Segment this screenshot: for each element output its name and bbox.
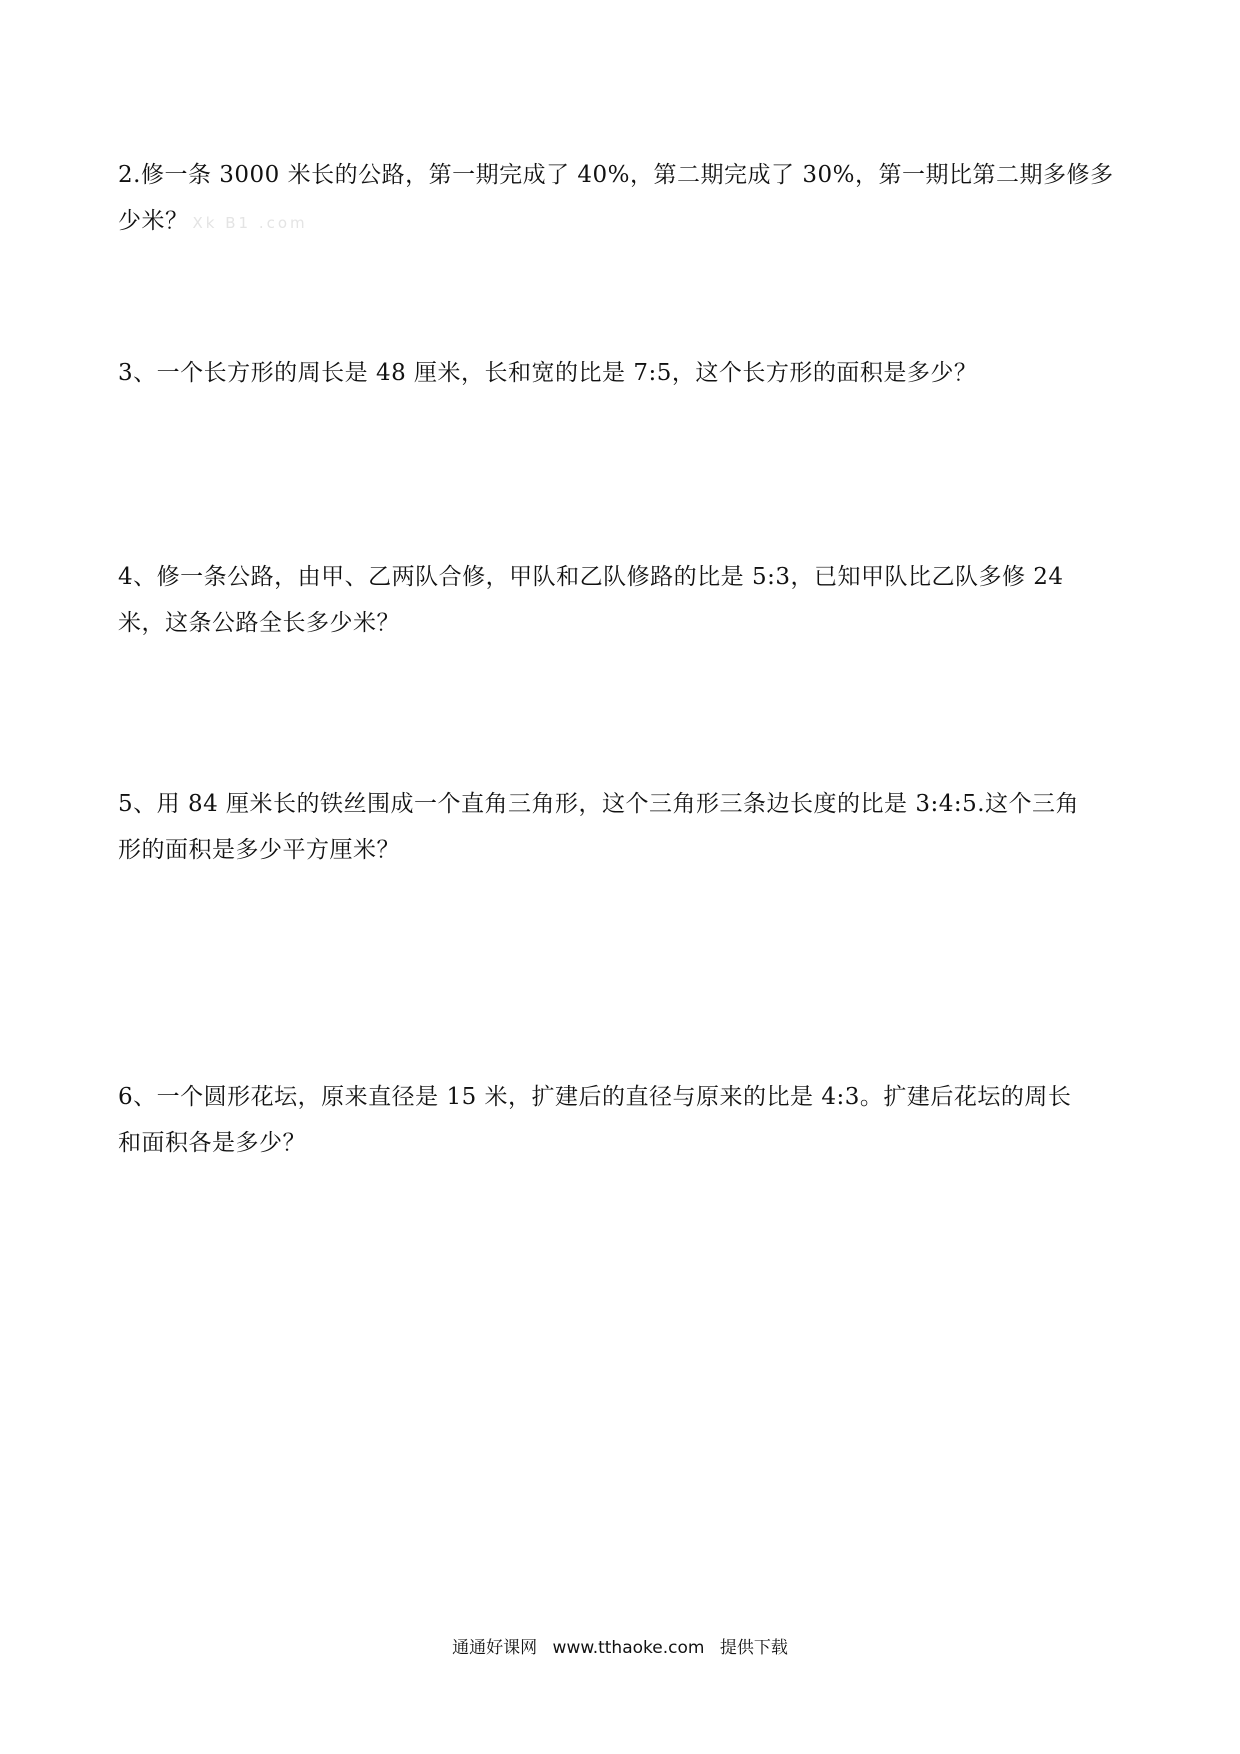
problem-4-line-2: 米，这条公路全长多少米？ bbox=[118, 610, 400, 636]
problem-2 bbox=[118, 152, 1130, 246]
problem-4 bbox=[118, 554, 1130, 646]
footer-url[interactable]: www.tthaoke.com bbox=[552, 1638, 705, 1658]
footer-site-name: 通通好课网 bbox=[452, 1638, 538, 1658]
problem-6 bbox=[118, 1074, 1130, 1166]
footer-suffix: 提供下载 bbox=[719, 1638, 788, 1658]
problem-2-line-1: 2.修一条 3000 米长的公路，第一期完成了 40%，第二期完成了 30%，第一期比第二期多修多 bbox=[118, 162, 1114, 188]
watermark-text: Xk B1 .com bbox=[192, 214, 308, 232]
problem-5-line-1: 5、用 84 厘米长的铁丝围成一个直角三角形，这个三角形三条边长度的比是 3:4:5.这个三角 bbox=[118, 791, 1080, 817]
problem-5 bbox=[118, 781, 1130, 873]
page-footer bbox=[0, 1633, 1240, 1658]
problem-5-line-2: 形的面积是多少平方厘米？ bbox=[118, 837, 400, 863]
problem-6-line-2: 和面积各是多少？ bbox=[118, 1130, 306, 1156]
problem-4-line-1: 4、修一条公路，由甲、乙两队合修，甲队和乙队修路的比是 5:3，已知甲队比乙队多修 24 bbox=[118, 564, 1064, 590]
problem-3-line-1: 3、一个长方形的周长是 48 厘米，长和宽的比是 7:5，这个长方形的面积是多少？ bbox=[118, 360, 978, 386]
problem-6-line-1: 6、一个圆形花坛，原来直径是 15 米，扩建后的直径与原来的比是 4:3。扩建后花坛的周长 bbox=[118, 1084, 1072, 1110]
problem-2-line-2 bbox=[118, 198, 1130, 246]
problem-3 bbox=[118, 350, 1130, 396]
problem-2-line-2-text: 少米？ bbox=[118, 208, 189, 234]
